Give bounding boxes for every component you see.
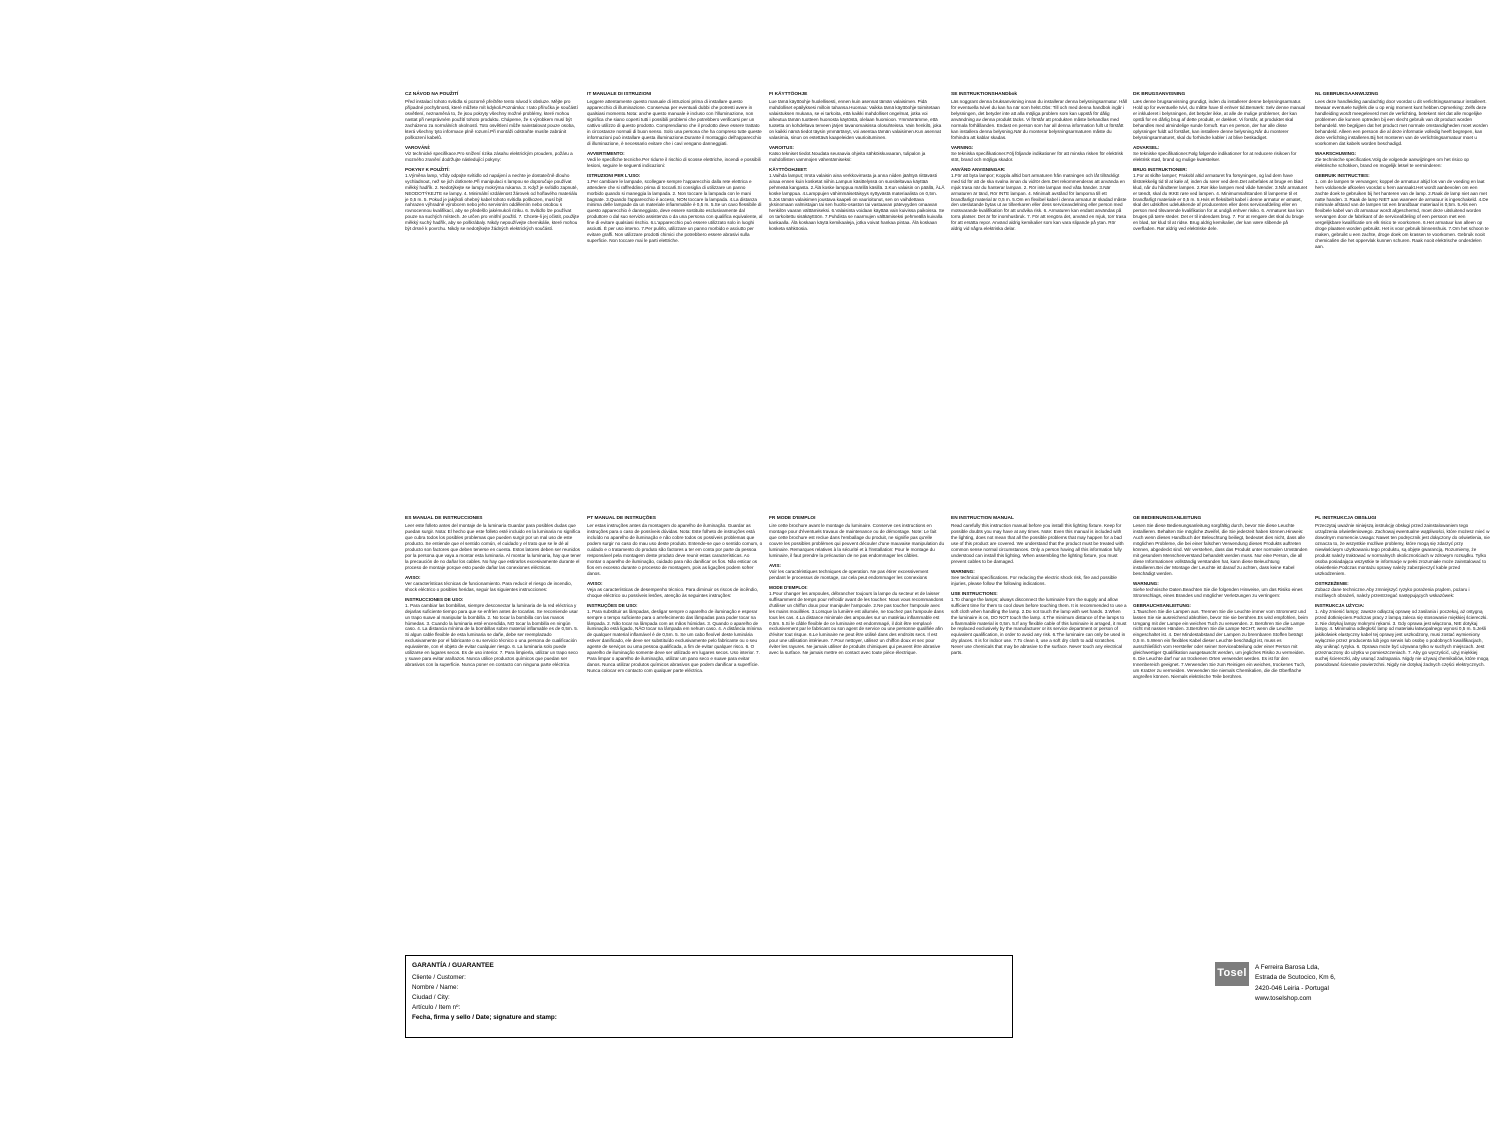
column-intro-cz: Před instalací tohoto svítidla si pozorně přečtěte tento návod k obsluze. Mějte pro případné pochybnosti, které můžete mít kdykoli.Poznámka: I tato příručka je součástí osvětlení, neznaměná to, že jsou pokryty všechny možné problémy, které mohou nastat při nesprávném použití tohoto produktu. Chápeme, že s výrobkem musí být zacházeno za normálních okolností. Toto osvětlení může nainstalovat pouze osoba, která všechny tyto informace plně rozumí.Při montáži odstraňte musíte zabránit poškození kabelů. [405, 98, 578, 140]
section-title-es-use: INSTRUCCIONES DE USO: [405, 596, 464, 602]
column-heading-it: IT MANUALE DI ISTRUZIONI [587, 92, 652, 97]
language-column-pl [1315, 516, 1497, 680]
section-body-se-use: 1.För att byta lampor; Koppla alltid bort armaturen från matningen och låt tillräckligt med tid för att de ska svalna innan du vidrör dem.Det rekommenderas att använda en mjuk trasa när du hanterar lampan. 2. Rör inte lampan med våta händer. 3.När armaturen är tänd, Rör INTE lampan. 4. Minimalt avstånd för lamporna till ett brandfarligt material är 0,5 m. 5.Om en flexibel kabel i denna armatur är skadad måste den uteslutande bytas ut av tillverkaren eller dess serviceavdelning eller person med motsvarande kvalifikation för att undvika risk. 6. Armaturen kan endast användas på torra platser. Det är för inomhusbruk. 7. För att rengöra det, använd en mjuk, torr trasa för att ersätta repor. Använd aldrig kemikalier som kan vara slipande på ytan. Rör aldrig vid några elektriska delar. [951, 172, 1127, 232]
section-body-dk-use: 1.For at skifte lamper; Frakobl altid armaturet fra forsyningen, og lad dem have tilstrækkelig tid til at køle af, inden du rører ved dem.Det anbefales at bruge en blød klud, når du håndterer lampen. 2.Rør ikke lampen med våde hænder. 3.Når armaturet er tændt, skal du IKKE røre ved lampen. 4. Minimumsafstanden til lamperne til et brandfarligt materiale er 0,5 m. 5.Hvis et fleksibelt kabel i denne armatur er ømatet, skal det udskiftes udelukkende af producenten eller dens serviceafdeling eller en person med tilsvarende kvalifikation for at undgå enhver risiko. 6. Armaturet kan kun bruges på tørre steder. Det er til indendørs brug. 7. For at rengøre det skal du bruge en blød, tør klud til at ridse. Brug aldrig kemikalier, der kan være slibende på overfladen. Rør aldrig ved elektriske dele. [1133, 172, 1308, 232]
section-title-fi-use: KÄYTTÖOHJEET: [769, 166, 808, 172]
guarantee-field-name: Nombre / Name: [412, 983, 459, 991]
section-title-fr-use: MODE D'EMPLOI: [769, 584, 808, 590]
company-address-line2: 2420-046 Leiria - Portugal [1255, 984, 1329, 992]
language-column-fi [769, 92, 951, 250]
section-title-es-warning: AVISO: [405, 574, 421, 580]
column-intro-en: Read carefully this instruction manual before you install this lighting fixture. Keep for possible doubts you may have at any times. Note: Even this manual is included with the lighting, does not mean that all the possible problems that may happen for a bad use of this product are covered. We understand that the product must be treated with common sense normal circumstances. Only a person having all this information fully understood can install this lighting. When assembling the lighting fixture, you must prevent cables to be damaged. [951, 522, 1124, 564]
column-intro-fi: Lue tämä käyttöohje huolellisesti, ennen kuin asennat tämän valaisimen. Pidä mahdolliset epäilyksesi milloin tahansa.Huomaa: Vaikka tämä käyttöohje toimitetaan valaistuksen mukana, se ei tarkoita, että kaikki mahdolliset ongelmat, jotka voi aiheutua tämän tuotteen huonosta käytöstä, olelaan huomioon. Ymmärrämme, että tuotetta on kohdeltava terveen järjen tavanomaisissa olosuhteissa. Vain henkilö, joka on kaikki nämä tiedot täysin ymmärtänyt, voi asentaa tämän valaisimen.Kun asennat valasimia, sinun on estettävä kaapeleiden vaurioituminen. [769, 98, 942, 140]
column-intro-pl: Przeczytaj uważnie niniejszą instrukcję obsługi przed zainstalowaniem tego urządzenia oświetleniowego. Zachowaj ewentualne wątpliwości, które możesz mieć w dowolnym momencie.Uwaga: Nawet ten podręcznik jest dołączony do oświetlenia, nie oznacza to, że wszystkie możliwe problemy, które mogą się zdarzyć przy niewłaściwym użytkowaniu tego produktu, są objęte gwarancją. Rozumiemy, że produkt należy traktować w normalnych okolicznościach w zdrowym rozsądku. Tylko osoba posiadająca wszystkie te informacje w pełni zrozumiałe może zainstalować to oświetlenie.Podczas montażu oprawy należy zabezpieczyć kable przed uszkodzeniem. [1315, 522, 1490, 576]
company-address-line1: Estrada de Scutocico, Km 6, [1255, 974, 1336, 982]
company-name: A Ferreira Barosa Lda, [1255, 964, 1320, 971]
column-heading-pl: PL INSTRUKCJA OBSŁUGI [1315, 516, 1377, 521]
section-body-dk-warning: Se tekniske specifikationer.Følg følgende indikationer for at reducere risikoen for elektrisk stød, brand og mulige kvæstelser. [1133, 150, 1297, 162]
section-body-cz-warning: Viz technické specifikace.Pro snížení rizika zásahu elektrickým proudem, požáru a mozného zranění dodržujte následující pokyny: [405, 150, 573, 162]
section-body-pl-warning: Zobacz dane techniczne.Aby zmniejszyć ryzyko porażenia prądem, pożaru i możliwych obrażeń, należy przestrzegać następujących wskazówek: [1315, 586, 1470, 598]
tosel-logo: Tosel [1215, 962, 1249, 986]
column-heading-en: EN INSTRUCTION MANUAL [951, 516, 1014, 521]
section-title-nl-warning: WAARSCHUWING: [1315, 150, 1357, 156]
section-title-cz-use: POKYNY K POUŽITÍ: [405, 166, 450, 172]
section-title-pl-warning: OSTRZEŻENIE: [1315, 580, 1349, 586]
language-column-ge [1133, 516, 1315, 680]
language-column-cz [405, 92, 587, 250]
column-heading-pt: PT MANUAL DE INSTRUÇÕES [587, 516, 656, 521]
section-title-pl-use: INSTRUKCJA UŻYCIA: [1315, 602, 1365, 608]
guarantee-box [405, 955, 1013, 1038]
column-heading-ge: GE BEDIENUNGSANLEITUNG [1133, 516, 1202, 521]
column-intro-ge: Lesen Sie diese Bedienungsanleitung sorgfältig durch, bevor Sie diese Leuchte installieren. Behalten Sie mögliche Zweifel, die Sie jederzeit haben können.Hinweis: Auch wenn dieses Handbuch der Beleuchtung beiliegt, bedeutet dies nicht, dass alle möglichen Probleme, die bei einer falschen Verwendung dieses Produkts auftreten können, abgedeckt sind. Wir verstehen, dass das Produkt unter normalen Umständen mit gesundem Menschenverstand behandelt werden muss. Nur eine Person, die all diese Informationen vollständig verstanden hat, kann diese Beleuchtung installieren.Bei der Montage der Leuchte ist darauf zu achten, dass keine Kabel beschädigt werden. [1133, 522, 1308, 576]
section-title-se-use: ANVÄND ANVISNINGAR: [951, 166, 1006, 172]
section-title-pt-use: INSTRUÇÕES DE USO: [587, 602, 638, 608]
language-column-pt [587, 516, 769, 680]
section-body-ge-warning: Siehe technische Daten.Beachten Sie die folgenden Hinweise, um das Risiko eines Stromschlags, eines Brandes und möglicher Verletzungen zu verringern: [1133, 586, 1303, 598]
company-website: www.toselshop.com [1255, 995, 1312, 1003]
section-title-en-warning: WARNING: [951, 568, 975, 574]
section-title-en-use: USE INSTRUCTIONS: [951, 590, 998, 596]
column-intro-dk: Læs denne brugsanvisning grundigt, inden du installerer denne belysningsarmatur. Hold op for eventuelle tvivl, du måtte have til enhver tid.Bemærk: Selv denne manual er inkluderet i belysningen, det betyder ikke, at alle de mulige problemer, der kan opstå for en dårlig brug af dette produkt, er dækket. Vi forstår, at produktet skal behandles med almindelige sunde fornuft. Kun en person, der har alle disse oplysninger fuldt ud forstået, kan installere denne belysning.Når du monterer belysningsarmaturet, skal du forhindre kabler i at blive beskadiget. [1133, 98, 1306, 140]
section-body-fi-use: 1.Vaihda lamput; Irrota valaisin aina verkkovirrasta ja anna niiden jäähtyä riittävästi ainaa ennen kuin kosketat niihin.Lampun käsittelyssä on suositeltavaa käyttää pehmeää kangasta. 2.Älä koske lamppua märillä käsillä. 3.Kun valaisin on päällä, ÄLÄ koske lamppua. 4.Lamppujen vähimmäisetäisyys syttyvästä materiaalista on 0,5m. 5.Jos tämän valaisimen joustava kaapeli on vaurioitunut, sen on vaihdettava yksinomaan valmistajan tai sen huolto-osaston tai vastaavan pätevyyden omaavan henkilön vaaran välttämiseksi. 6.Valaisinta voidaan käyttää vain kuivissa paikoissa. Se on tarkoitettu sisäkäyttöön. 7.Puhdista se naarmujen välttämiseksi pehmeällä kuivalla kankaalla. Älä koskaan käytä kemikaaleja, jotka voivat hankaa pintaa. Älä koskaan kosketa sähköosia. [769, 172, 945, 232]
section-body-pt-use: 1. Para substituir as lâmpadas, desligar sempre o aparelho de iluminação e esperar sempre o tempo suficiente para o arrefecimento das lâmpadas para poder tocar na lâmpada. 2. Não tocar na lâmpada com as mãos húmidas. 3. Quando o aparelho de iluminação está ligado, NÃO tocar na lâmpada em nehum caso. 4. A distância mínima de qualquer material inflamável é de 0,5m. 5. Se um cabo flexível deste luminária estiver danificado, ele deve ser substituído exclusivamente pelo fabricante ou o seu agente de serviços ou uma pessoa qualificada, a fim de evitar qualquer risco. 6. O aparelho de iluminação somente deve ser utilizado em lugares secos. Uso interior. 7. Para limpar o aparelho de iluminação, utilizar um pano seco e suave para evitar danos. Nunca utilizar produtos químicos abrasivos que podem danificar a superfície. Nunca colocar em contacto com qualquer parte eléctrica. [587, 608, 762, 674]
section-title-it-warning: AVVERTIMENTO: [587, 150, 625, 156]
language-column-es [405, 516, 587, 680]
column-intro-pt: Ler estas instruções antes da montagem do aparelho de iluminação. Guardar as instruções para o caso de possíveis dúvidas. Nota: Este folheto de instruções está incluído no aparelho de iluminação e não cobre todos os possíveis problemas que podem surgir no caso do mau uso deste produto. Entende-se que o sentido comum, o cuidado e o tratamento do produto são factores a ter em conta por parte da pessoa responsável pela montagem deste produto deve reunir estas características. Ao montar o aparelho de iluminação, cuidado para não danificar os fios. Não esticar os fios em excesso durante o processo de montagem, pois as ligações podem sofrer danos. [587, 522, 763, 576]
section-title-fi-warning: VAROITUS: [769, 144, 794, 150]
section-body-se-warning: Se tekniska specifikationer.Följ följande indikationer för att minska risken för elektrisk stöt, brand och möjliga skador. [951, 150, 1124, 162]
language-column-it [587, 92, 769, 250]
column-heading-dk: DK BRUGSANVISNING [1133, 92, 1186, 97]
section-body-cz-use: 1.Výměna lamp, Vždy odpojte svítidlo od napájení a nechte je dostatečně dlouho vychladnout, než se jich dotknete.Při manipulaci s lampou se doporučuje používat měkký hadřík. 2. Nedotýkejte se lampy mokrýma rukama. 3. Když je svítidlo zapnuté, NEODOTÝKEJTE se lampy. 4. Minimální vzdálenost žárovek od hořlavého materiálu je 0,5 m. 5. Pokud je jakýkoli ohebný kabel tohoto svítidla poškozen, musí být nahrazen výhradně výrobcem nebo jeho servisním oddělením nebo osobou s rovnocennou kvalifikací, aby se předešlo jakémukoli riziku. 6. Svítidlo lze používat pouze na suchých místech. Je určen pro vnitřní použití. 7. Chcete-li jej očistit, použijte měkký suchý hadřík, aby se poškrábaly. Nikdy nepoužívejte chemikálie, které mohou být drsné k povrchu. Nikdy se nedotýkejte žádných elektrických součástí. [405, 172, 580, 232]
section-body-nl-warning: Zie technische specificaties.Volg de volgende aanwijzingen om het risico op elektrische schokken, brand en mogelijk letsel te verminderen: [1315, 156, 1469, 168]
section-body-ge-use: 1.Tauschen Sie die Lampen aus. Trennen Sie die Leuchte immer vom Stromnetz und lassen Sie sie ausreichend abkühlen, bevor Sie sie berühren.Es wird empfohlen, beim Umgang mit der Lampe ein weiches Tuch zu verwenden. 2. Berühren Sie die Lampe nicht mit nassen Händen. 3.Berühren Sie die Lampe NICHT, wenn die Leuchte eingeschaltet ist. 4. Der Mindestabstand der Lampen zu brennbaren Stoffen beträgt 0,5 m. 5.Wenn ein flexibles Kabel dieser Leuchte beschädigt ist, muss es ausschließlich vom Hersteller oder seiner Serviceabteilung oder einer Person mit gleichwertiger Qualifikation ausgetauscht werden, um jegliches Risiko zu vermeiden. 6. Die Leuchte darf nur an trockenen Orten verwendet werden. Es ist für den Innenbereich geeignet. 7.Verwenden Sie zum Reinigen ein weiches, trockenes Tuch, um Kratzer zu vermeiden. Verwenden Sie niemals Chemikalien, die die Oberfläche angreifen können. Niemals elektrische Teile berühren. [1133, 608, 1308, 680]
guarantee-field-item: Artículo / Item nº: [412, 1004, 461, 1012]
section-title-it-use: ISTRUZIONI PER L'USO: [587, 172, 641, 178]
language-column-se [951, 92, 1133, 250]
section-body-pl-use: 1. Aby zmienić lampy; zawsze odłączaj oprawę od zasilania i poczekaj, aż ostygną przed dotknięciem.Podczas pracy z lampą zaleca się stosowanie miękkiej ściereczki. 2. Nie dotykaj lampy mokrymi rękami. 3. Gdy oprawa jest włączona, NIE dotykaj lampy. 4. Minimalna odległość lamp od materiału łatwopalnego wynosi 0,5 m. 5.Jeśli jakikolwiek elastyczny kabel tej oprawy jest uszkodzony, musi zostać wymieniony wyłącznie przez producenta lub jego serwis lub osobę o podobnych kwalifikacjach, aby uniknąć ryzyka. 6. Oprawa może być używana tylko w suchych miejscach. Jest przeznaczony do użytku w pomieszczeniach. 7. Aby go wyczyścić, użyj miękkiej suchej ściereczki, aby usunąć zadrapania. Nigdy nie używaj chemikaliów, które mogą powodować ścieranie powierzchni. Nigdy nie dotykaj żadnych części elektrycznych. [1315, 608, 1489, 668]
section-title-pt-warning: AVISO: [587, 580, 603, 586]
column-heading-nl: NL GEBRUIKSAANWIJZING [1315, 92, 1379, 97]
section-title-ge-use: GEBRAUCHSANLEITUNG: [1133, 602, 1191, 608]
section-title-nl-use: GEBRUIK INSTRUCTIES: [1315, 172, 1370, 178]
section-body-en-use: 1.To change the lamps; always disconnect the luminaire from the supply and allow sufficient time for them to cool down before touching them. It is recommended to use a soft cloth when handling the lamp. 2.Do not touch the lamp with wet hands. 3.When the luminaire is on, DO NOT touch the lamp. 4.The minimum distance of the lamps to a flammable material is 0,5m. 5.If any flexible cable of this luminaire is arraged, it must be replaced exclusively by the manufacturer or its service department or person of equivalent qualification, in order to avoid any risk. 6.The luminaire can only be used in dry places. It is for indoor use. 7.To clean it, use a soft dry cloth to add scratches. Never use chemicals that may be abrasive to the surface. Never touch any electrical parts. [951, 596, 1127, 656]
column-heading-fr: FR MODE D'EMPLOI [769, 516, 816, 521]
section-title-cz-warning: VAROVÁNÍ: [405, 144, 431, 150]
column-intro-nl: Lees deze handleiding aandachtig door voordat u dit verlichtingsarmatuur installeert. Bewaar eventuele twijfels die u op enig moment kunt hebben.Opmerking: Zelfs deze handleiding wordt meegeleverd met de verlichting, betekent niet dat alle mogelijke problemen die kunnen optreden bij een slecht gebruik van dit product worden behandeld. We begrijpen dat het product met normale omstandigheden moet worden behandeld. Alleen een persoon die al deze informatie volledig heeft begrepen, kan deze verlichting installeren.Bij het monteren van de verlichtingsarmatuur moet u voorkomen dat kabels worden beschadigd. [1315, 98, 1488, 146]
column-heading-se: SE INSTRUKTIONSHANDbok [951, 92, 1018, 97]
section-body-it-warning: Vedi le specifiche tecniche.Per ridurre il rischio di scosse elettriche, incendi e possibili lesioni, seguire le seguenti indicazioni: [587, 156, 761, 168]
language-column-en [951, 516, 1133, 680]
column-intro-es: Leer este folleto antes del montaje de la luminaria Guardar para posibles dudas que puedan surgir. Nota: El hecho que este folleto esté incluido en la luminaria no significa que cubra todos los posibles problemas que pueden surgir por un mal uso de este producto. Se entiende que el sentido común, el cuidado y el trato que se le dé al producto son factores que deben tenerse en cuenta. Estos latores deben ser reunidos por la persona que vaya a montar esta luminaria. Al montar la luminaria, hay que tener la precaución de no dañar los cables. No hay que estirarlos excesivamente durante el proceso de montaje porque esto puede dañar las conexiones eléctricas. [405, 522, 581, 570]
top-language-block [405, 92, 1497, 250]
column-heading-es: ES MANUAL DE INSTRUCCIONES [405, 516, 483, 521]
section-title-dk-use: BRUG INSTRUKTIONER: [1133, 166, 1188, 172]
section-body-es-use: 1. Para cambiar las bombillas, siempre desconectar la luminaria de la red eléctrica y dejarlas suficiente tiempo para que se enfríen antes de tocarlas. Se recomiende usar un trapo suave al manipular la bombilla. 2. No tocar la bombilla con las manos húmedas. 3. Cuando la luminaria esté encendida, NO tocar la bombilla en ningún caso. 4. La distancia mínima de la bombillas sobre material inflamable es de 0,5m. 5. Si algun cable flexible de esta luminaria se dañe, debe ser reemplazado exclusivamente por el fabricante o su servicio técnico o una persona de cualificación equivalente, con el objeto de evitar cualquier riesgo. 6. La luminaria solo puede utilizarse en lugares secos. Es de uso interior. 7. Para limpierla, utilizar un trapo seco y suave para evitar arañazos. Nunca utilice productos químicos que puedan ser abrasivos con la superficie. Nunca poner en contacto con ninguna parte eléctrica [405, 602, 579, 668]
section-title-fr-warning: AVIS: [769, 562, 781, 568]
section-body-fr-warning: Voir les caractéristiques techniques de operation. Ne pas étirer excessivement pendant le processus de montage, car cela peut endommager les connexions [769, 568, 929, 580]
section-title-dk-warning: ADVARSEL: [1133, 144, 1160, 150]
column-heading-cz: CZ NÁVOD NA POUŽITÍ [405, 92, 459, 97]
guarantee-title: GARANTÍA / GUARANTEE [412, 962, 494, 969]
section-title-se-warning: VARNING: [951, 144, 974, 150]
column-intro-it: Leggere attentamente questo manuale di istruzioni prima di installare questo apparecchio di illuminazione. Conservaa per eventuali dubbi che potresti avere in qualsiasi momento.Nota: anche questo manuale è incluso con l'illuminazione, non significa che siano coperti tutti i possibili problemi che potrebbero verificarsi per un cattivo utilizzo di questo prodotto. Comprendiamo che il prodotto deve essere trattato in circostanze normali di buon senso. Solo una persona che ha compreso tutte queste informazioni può installare questa illuminazione.Durante il montaggio dell'apparecchio di illuminazione, è necessario evitare che i cavi vengano danneggiati. [587, 98, 762, 146]
section-body-nl-use: 1. om de lampen te vervangen; koppel de armatuur altijd los van de voeding en laat hem voldoende afkoelen voordat u hem aanraakt.Het wordt aanbevolen om een zachte doek te gebruiken bij het hanteren van de lamp. 2.Raak de lamp niet aan met natte handen. 3. Raak de lamp NIET aan wanneer de armatuur is ingeschakeld. 4.De minimale afstand van de lampen tot een brandbaar materiaal is 0,5m. 5.Als een flexibele kabel van dit armatuur wordt afgeschermd, moet deze uitsluitend worden vervangen door de fabrikant of de serviceafdeling of een persoon met een vergelijkbare kwalificatie om elk risico te voorkomen. 6.Het armatuur kan alleen op droge plaatsen worden gebruikt. Het is voor gebruik binnenshuis. 7.Om het schoon te maken, gebruikt u een zachte, droge doek om krassen te voorkomen. Gebruik nooit chemicaliën die het oppervlak kunnen schuren. Raak nooit elektrische onderdelen aan. [1315, 178, 1489, 250]
language-column-dk [1133, 92, 1315, 250]
guarantee-field-customer: Cliente / Customer: [412, 973, 466, 981]
column-intro-fr: Lire cette brochure avant le montage du luminaire. Conserve ces instructions en montage pour d'éventuels travaux de maintenance ou de démontage. Note: Le fait que cette brochure est reclue dans l'emballage du produit, ne signifie pas qu'elle couvre les possibles problèmes qui peuvent découler d'une mauvaise manipulation du luminaire. Remarques relatives à la sécurité et à l'installation: Pour le montage du luminaire, il faut prendre la précaution de ne pas endommager les câbles. [769, 522, 945, 558]
column-heading-fi: FI KÄYTTÖOHJE [769, 92, 808, 97]
language-column-nl [1315, 92, 1497, 250]
section-body-it-use: 1.Per cambiare le lampade, scollegare sempre l'apparecchio dalla rete elettrica e attendere che si raffreddino prima di toccarli.Si consiglia di utilizzare un panno morbido quando si maneggia la lampada. 2. Non toccare la lampada con le mani bagnate. 3.Quando l'apparecchio è acceso, NON toccare la lampada. 4.La distanza minima delle lampade da un materiale infiammabile è 0,5 m. 5.Se un cavo flessibile di questo apparecchio è danneggiato, deve essere sostituito esclusivamente dal produttore o dal suo servizio assistenza o da una persona con qualifica equivalente, al fine di evitare qualsiasi rischio. 6.L'apparecchio può essere utilizzato solo in luoghi asciutti. È per uso interno. 7.Per pulirlo, utilizzare un panno morbido e asciutto per evitare graffi. Non utilizzare prodotti chimici che potrebbero essere abrasivi sulla superficie. Non toccare mai le parti elettriche. [587, 178, 763, 244]
footer-brand [1215, 962, 1500, 1005]
language-column-fr [769, 516, 951, 680]
guarantee-field-city: Ciudad / City: [412, 994, 450, 1002]
section-body-fr-use: 1.Pour changer les ampoules, débrancher toujours la lampe du secteur et de laisser suffisamment de temps pour refroidir avant de les toucher. Nous vous recommandons d'utiliser un chiffon doux pour manipuler l'ampoule. 2.Ne pas toucher l'ampoule avec les mains mouillées. 3.Lorsque la lumière est allumée, ne touchez pas l'ampoule dans tous les cas. 4.La distance minimale des ampoules sur un matériau inflammable est 0,5m. 5.Si le câble flexible de ce luminaire est endommagé, il doit être remplacé exclusivement par le fabricant ou son agent de service ou une personne qualifiée afin d'éviter tout risque. 6.Le luminaire ne peut être utilisé dans des endroits secs. Il est pour une utilisation intérieure. 7.Pour nettoyer, utilisez un chiffon doux et sec pour éviter les rayures. Ne jamais utiliser de produits chimiques qui peuvent être abrasive avec la surface. Ne jamais mettre en contact avec toute pièce électrique. [769, 590, 944, 656]
section-body-fi-warning: Katso tekniset tiedot.Noudata seuraavia ohjeita sähköiskuvaaran, tulipalon ja mahdollisten vammojen vähentämiseksi: [769, 150, 926, 162]
guarantee-field-date-signature: Fecha, firma y sello / Date; signature and stamp: [412, 1014, 557, 1022]
section-body-en-warning: See technical specifications. For reducing the electric shock risk, fire and possible injuries, please follow the following indications. [951, 574, 1117, 586]
column-intro-se: Läs noggrant denna bruksanvisning innan du installerar denna belysningsarmatur. Håll för eventuella tvivel du kan ha när som helst.Obs: Till och med denna handbok ingår i belysningen, det betyder inte att alla möjliga problem som kan uppstå för dålig användning av denna produkt täcks. Vi förstår att produkten måste behandlas med normala förhållanden. Endast en person som har all denna information fullt ut förstått kan installera denna belysning.När du monterar belysningsarmaturen måste du förhindra att kablar skadas. [951, 98, 1127, 140]
bottom-language-block [405, 516, 1497, 680]
section-body-es-warning: Ver características técnicas de funcionamiento. Para reducir el riesgo de incendio, shock eléctrico o posibles heridas, seguir las siguientes instrucciones: [405, 580, 572, 592]
section-body-pt-warning: Veja as características de desempenho técnico. Para diminuir os riscos de incêndio, choque eléctrico ou possíveis lesões, atenção às seguintes instruções: [587, 586, 759, 598]
section-title-ge-warning: WARNUNG: [1133, 580, 1159, 586]
